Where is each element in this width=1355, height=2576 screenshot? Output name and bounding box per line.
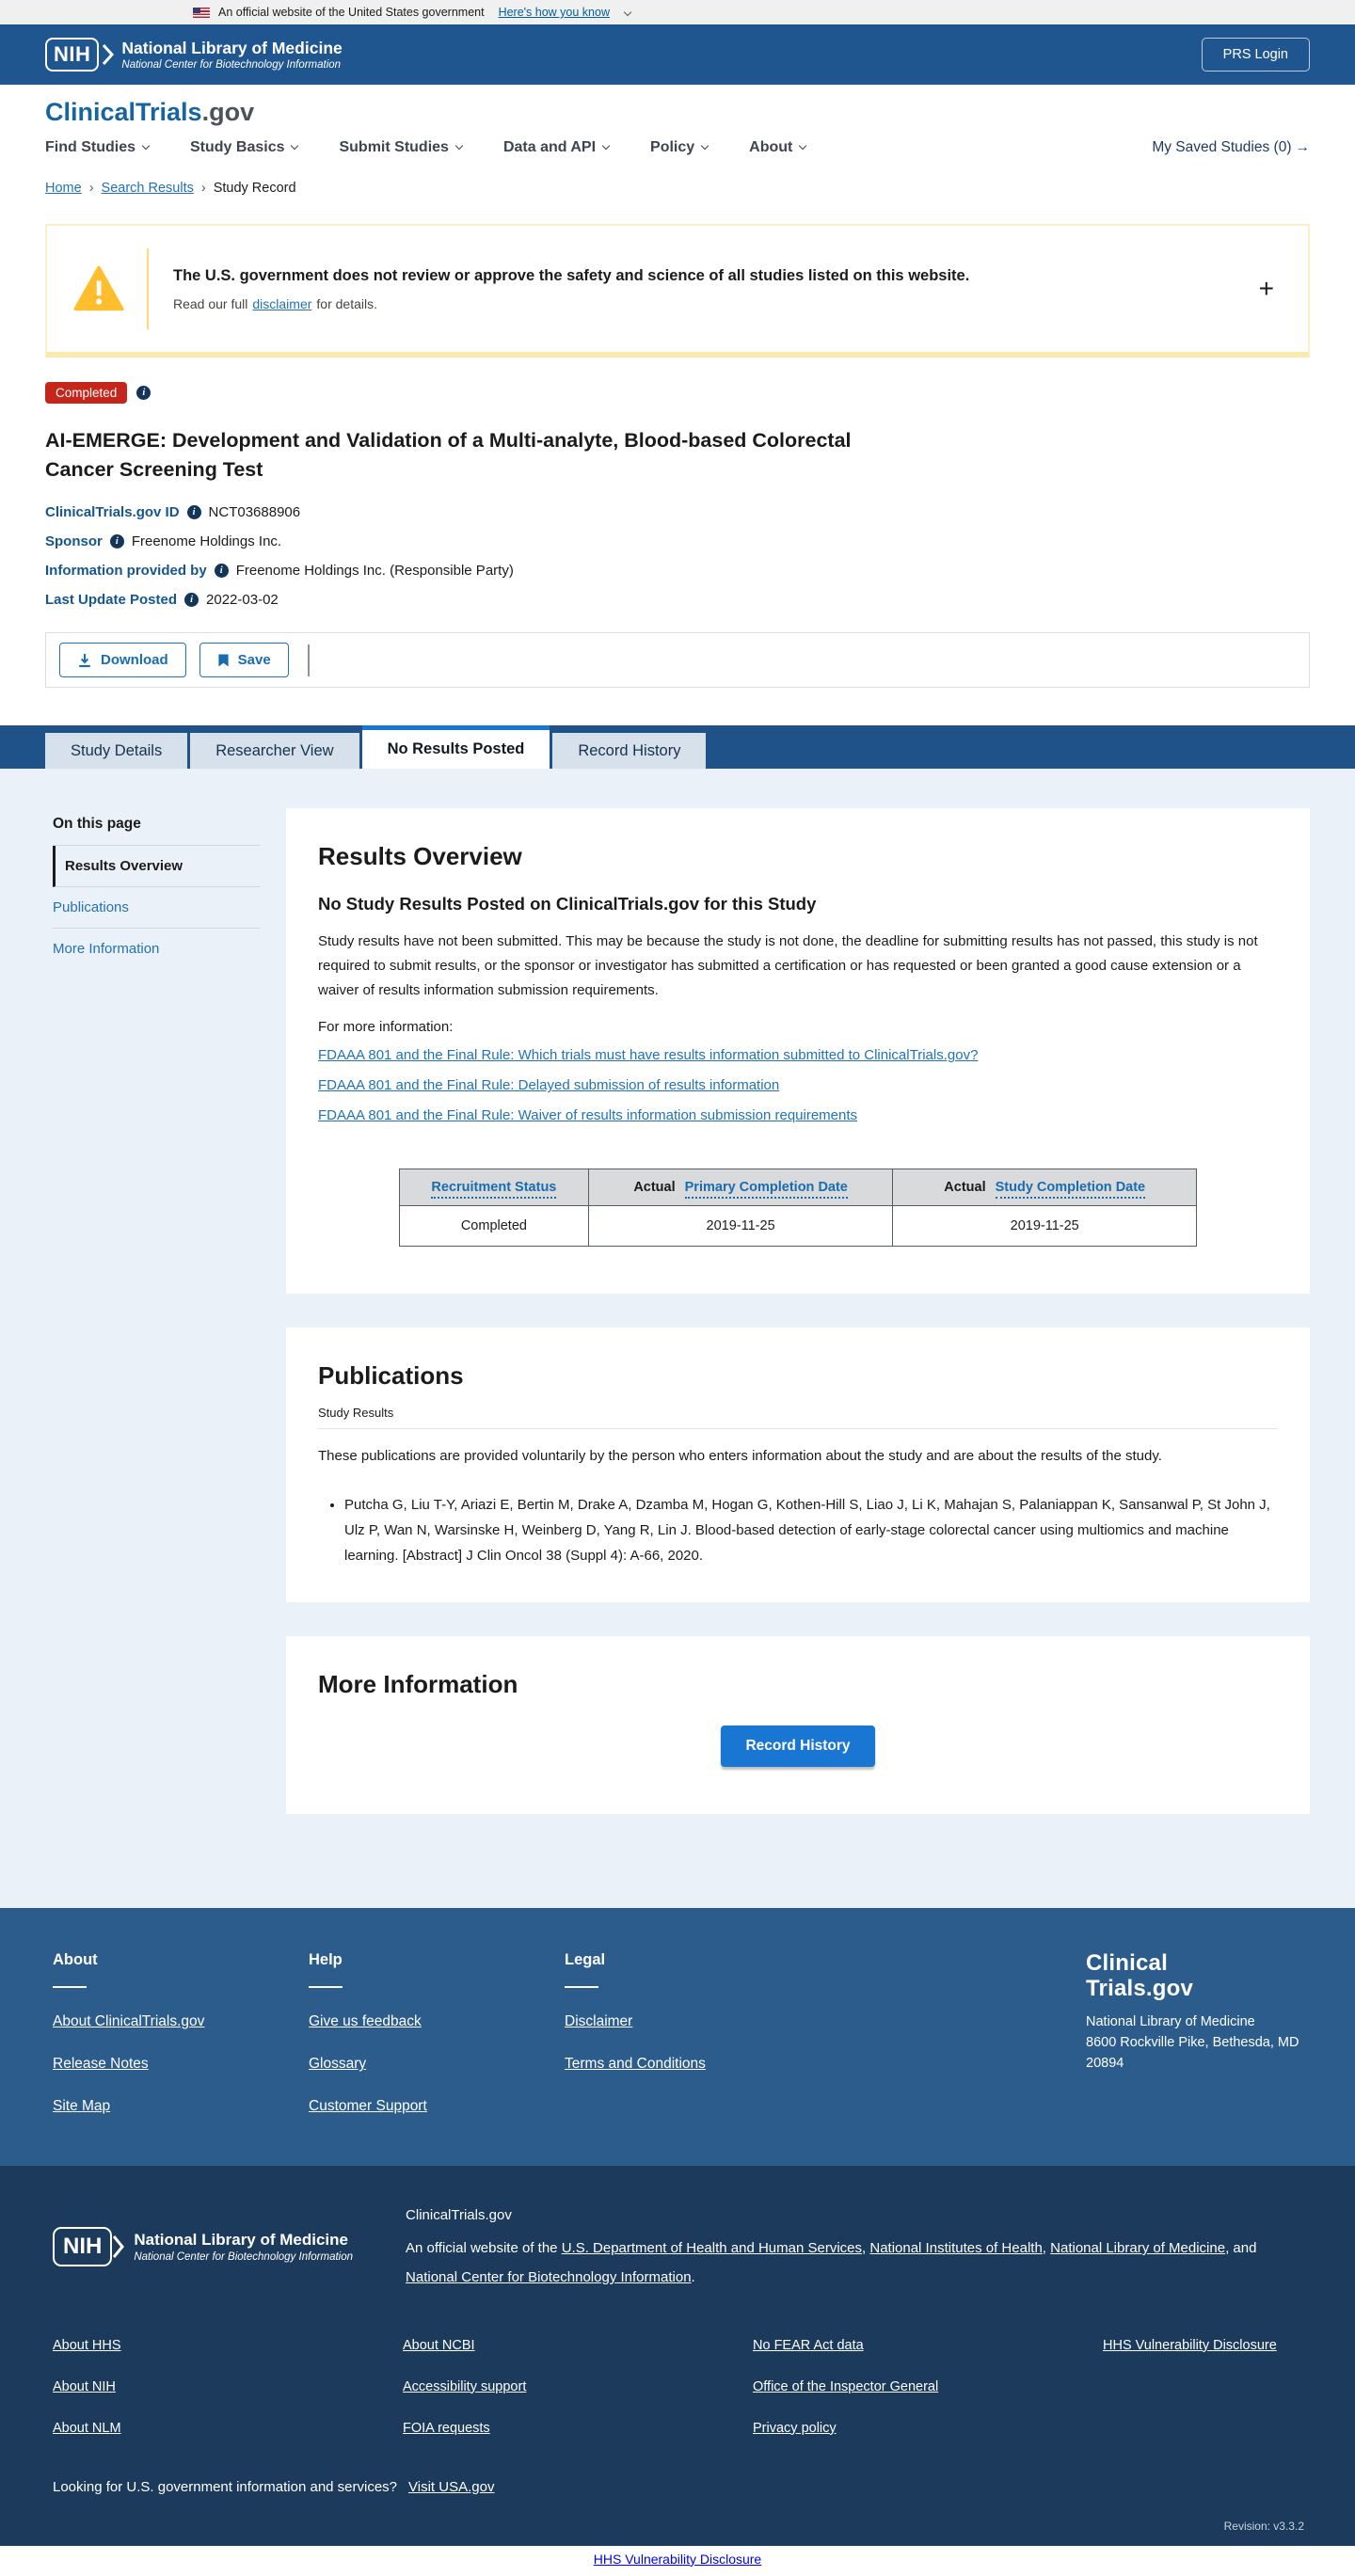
publications-intro: These publications are provided voluntarily by the person who enters information about the study and are about the results of the study. xyxy=(318,1448,1162,1465)
gov-banner-text: An official website of the United States government xyxy=(218,6,485,19)
info-icon[interactable] xyxy=(136,386,151,400)
meta-last-update-posted: Last Update Posted i 2022-03-02 xyxy=(45,592,1310,608)
footer-link-glossary[interactable]: Glossary xyxy=(309,2056,367,2073)
revision-label: Revision: v3.3.2 xyxy=(1223,2519,1304,2533)
footer-link-release-notes[interactable]: Release Notes xyxy=(53,2056,149,2073)
nav-policy[interactable]: Policy xyxy=(650,139,708,156)
footer-brand xyxy=(1086,1951,1310,2115)
clinicaltrials-footer-logo: Clinical Trials.gov xyxy=(1086,1950,1194,2001)
main-nav xyxy=(45,139,1310,171)
footer-link-inspector-general[interactable]: Office of the Inspector General xyxy=(753,2378,939,2394)
cell-primary-completion-date: 2019-11-25 xyxy=(588,1206,893,1247)
footer-link-about-ncbi[interactable]: About NCBI xyxy=(403,2337,475,2353)
footer-link-disclaimer[interactable]: Disclaimer xyxy=(565,2013,633,2030)
footer-link-terms-and-conditions[interactable]: Terms and Conditions xyxy=(565,2056,706,2073)
bottom-strip xyxy=(0,2546,1355,2576)
footer-link-privacy-policy[interactable]: Privacy policy xyxy=(753,2420,837,2436)
nlm-logo[interactable]: NIH National Library of Medicine National Center for Biotechnology Information xyxy=(53,2202,353,2292)
results-overview-body: Study results have not been submitted. This may be because the study is not done, the deadline for submitting results has not passed, this study is not required to submit results, or the sponsor or investigator has submitted a certification or has requested or been granted a good cause extension or a waiver of results information submission requirements. xyxy=(318,933,1258,998)
nav-submit-studies[interactable]: Submit Studies xyxy=(339,139,461,156)
breadcrumb xyxy=(45,181,1310,196)
tab-study-details[interactable]: Study Details xyxy=(45,733,187,769)
publications-heading: Publications xyxy=(318,1361,464,1391)
nih-logo-chevron-icon xyxy=(112,2234,124,2259)
usa-gov-line: Looking for U.S. government information and services? Visit USA.gov xyxy=(53,2478,495,2495)
disclaimer-banner: The U.S. government does not review or approve the safety and science of all studies listed on this website. Read our full disclaimer for details. + xyxy=(45,224,1310,358)
disclaimer-link[interactable]: disclaimer xyxy=(252,295,312,311)
info-icon[interactable] xyxy=(187,505,201,519)
footer-link-about-clinicaltrials[interactable]: About ClinicalTrials.gov xyxy=(53,2013,205,2030)
tab-record-history[interactable]: Record History xyxy=(552,733,706,769)
footer-link-about-nih[interactable]: About NIH xyxy=(53,2378,116,2394)
nih-logo-acronym: NIH xyxy=(53,2227,112,2266)
results-overview-section xyxy=(286,808,1310,1294)
site-header xyxy=(45,85,1310,171)
sidebar-item-publications[interactable]: Publications xyxy=(53,887,260,929)
nlm-title: National Library of Medicine xyxy=(121,38,343,57)
study-title: AI-EMERGE: Development and Validation of a Multi-analyte, Blood-based Colorectal Cancer Screening Test xyxy=(45,429,852,481)
visit-usa-gov-link[interactable]: Visit USA.gov xyxy=(408,2478,495,2495)
chevron-down-icon xyxy=(799,142,806,150)
record-history-button[interactable]: Record History xyxy=(721,1725,874,1767)
breadcrumb-home[interactable]: Home xyxy=(45,181,82,196)
footer xyxy=(0,1908,1355,2166)
footer-link-give-us-feedback[interactable]: Give us feedback xyxy=(309,2013,422,2030)
nih-logo-chevron-icon xyxy=(102,43,114,66)
citation-list xyxy=(318,1493,1278,1568)
table-header-primary-completion-date: Actual Primary Completion Date xyxy=(588,1169,893,1206)
nlm-footer xyxy=(0,2166,1355,2545)
chevron-down-icon xyxy=(291,142,298,150)
nih-header xyxy=(0,24,1355,85)
hhs-vulnerability-disclosure-link[interactable]: HHS Vulnerability Disclosure xyxy=(593,2551,762,2567)
fdaaa-link-which-trials[interactable]: FDAAA 801 and the Final Rule: Which trials must have results information submitted to ClinicalTrials.gov? xyxy=(318,1047,979,1064)
publications-section xyxy=(286,1328,1310,1602)
meta-information-provided-by: Information provided by i Freenome Holdings Inc. (Responsible Party) xyxy=(45,563,1310,579)
tab-no-results-posted[interactable]: No Results Posted xyxy=(362,725,550,769)
meta-nct-id: ClinicalTrials.gov ID i NCT03688906 xyxy=(45,504,1310,520)
disclaimer-heading: The U.S. government does not review or approve the safety and science of all studies listed on this website. xyxy=(173,266,970,284)
nav-find-studies[interactable]: Find Studies xyxy=(45,139,149,156)
completion-dates-table xyxy=(399,1169,1197,1247)
more-info-label: For more information: xyxy=(318,1019,454,1036)
table-header-study-completion-date: Actual Study Completion Date xyxy=(893,1169,1197,1206)
us-flag-icon xyxy=(193,8,210,18)
more-information-heading: More Information xyxy=(318,1670,518,1699)
tab-researcher-view[interactable]: Researcher View xyxy=(190,733,359,769)
divider xyxy=(53,1986,87,1988)
study-meta xyxy=(45,504,1310,608)
fdaaa-link-delayed-submission[interactable]: FDAAA 801 and the Final Rule: Delayed submission of results information xyxy=(318,1077,780,1094)
footer-link-customer-support[interactable]: Customer Support xyxy=(309,2098,427,2115)
results-overview-heading: Results Overview xyxy=(318,842,522,871)
ncbi-subtitle: National Center for Biotechnology Information xyxy=(121,59,342,72)
save-button[interactable]: Save xyxy=(199,643,289,677)
actions-toolbar xyxy=(45,632,1310,688)
record-tabbar xyxy=(0,725,1355,769)
nih-logo[interactable] xyxy=(45,38,343,72)
footer-link-about-nlm[interactable]: About NLM xyxy=(53,2420,121,2436)
my-saved-studies-link[interactable]: My Saved Studies (0) → xyxy=(1152,139,1310,155)
footer-legal-column: Legal Disclaimer Terms and Conditions xyxy=(565,1951,706,2073)
status-badge: Completed xyxy=(45,382,127,404)
footer-link-accessibility[interactable]: Accessibility support xyxy=(403,2378,527,2394)
info-icon[interactable] xyxy=(184,593,199,607)
footer-link-about-hhs[interactable]: About HHS xyxy=(53,2337,121,2353)
arrow-right-icon: → xyxy=(1295,139,1310,155)
on-this-page-nav xyxy=(45,808,260,969)
footer-about-column: About About ClinicalTrials.gov Release Notes Site Map xyxy=(53,1951,205,2115)
download-icon xyxy=(77,653,92,668)
chevron-down-icon xyxy=(602,142,610,150)
more-information-section xyxy=(286,1636,1310,1814)
cell-study-completion-date: 2019-11-25 xyxy=(893,1206,1197,1247)
nav-about[interactable]: About xyxy=(749,139,805,156)
citation-item: • Putcha G, Liu T-Y, Ariazi E, Bertin M, Drake A, Dzamba M, Hogan G, Kothen-Hill S, Liao J, Li K, Mahajan S, Palaniappan K, Sansanwal P, St John J, Ulz P, Wan N, Warsinske H, Weinberg D, Yang R, Lin J. Blood-based detection of early-stage colorectal cancer using multiomics and machine learning. [Abstract] J Clin Oncol 38 (Suppl 4): A-66, 2020. xyxy=(344,1493,1278,1568)
footer-link-foia[interactable]: FOIA requests xyxy=(403,2420,490,2436)
chevron-down-icon xyxy=(624,8,631,16)
official-website-statement: ClinicalTrials.gov An official website of the U.S. Department of Health and Human Services, National Institutes of Health, National Library of Medicine, and National Center for Biotechnology Information. xyxy=(406,2207,1257,2285)
footer-help-column: Help Give us feedback Glossary Customer Support xyxy=(309,1951,427,2115)
nih-logo-acronym: NIH xyxy=(45,38,99,72)
expand-icon[interactable]: + xyxy=(1258,274,1274,303)
meta-sponsor: Sponsor i Freenome Holdings Inc. xyxy=(45,533,1310,549)
chevron-down-icon xyxy=(701,142,709,150)
gov-banner xyxy=(0,0,1355,24)
chevron-down-icon xyxy=(455,142,463,150)
footer-address: National Library of Medicine 8600 Rockville Pike, Bethesda, MD 20894 xyxy=(1086,2014,1299,2071)
warning-icon xyxy=(73,265,124,312)
link-hhs[interactable]: U.S. Department of Health and Human Services xyxy=(561,2240,863,2257)
nav-data-and-api[interactable]: Data and API xyxy=(503,139,609,156)
link-nih[interactable]: National Institutes of Health xyxy=(869,2240,1043,2257)
clinicaltrials-logo[interactable]: ClinicalTrials.gov xyxy=(45,98,255,126)
footer-link-site-map[interactable]: Site Map xyxy=(53,2098,111,2115)
link-ncbi[interactable]: National Center for Biotechnology Information xyxy=(406,2268,692,2285)
fdaaa-link-waiver[interactable]: FDAAA 801 and the Final Rule: Waiver of results information submission requirements xyxy=(318,1107,858,1124)
link-nlm[interactable]: National Library of Medicine xyxy=(1050,2240,1226,2257)
prs-login-button[interactable]: PRS Login xyxy=(1202,38,1310,72)
footer-link-hhs-vulnerability[interactable]: HHS Vulnerability Disclosure xyxy=(1103,2337,1277,2353)
chevron-down-icon xyxy=(142,142,150,150)
table-header-recruitment-status: Recruitment Status xyxy=(400,1169,589,1206)
breadcrumb-separator: › xyxy=(200,181,206,196)
no-results-subheading: No Study Results Posted on ClinicalTrials.gov for this Study xyxy=(318,894,817,914)
divider xyxy=(309,1986,343,1988)
on-this-page-heading: On this page xyxy=(53,808,260,846)
divider xyxy=(308,644,310,676)
study-results-label: Study Results xyxy=(318,1406,1278,1429)
download-button[interactable]: Download xyxy=(59,643,186,677)
breadcrumb-search-results[interactable]: Search Results xyxy=(101,181,194,196)
bookmark-icon xyxy=(217,653,230,668)
breadcrumb-current: Study Record xyxy=(213,181,296,196)
nav-study-basics[interactable]: Study Basics xyxy=(190,139,297,156)
footer-link-grid xyxy=(53,2338,1310,2462)
table-row xyxy=(400,1206,1197,1247)
footer-link-no-fear-act[interactable]: No FEAR Act data xyxy=(753,2337,864,2353)
cell-recruitment-status: Completed xyxy=(400,1206,589,1247)
sidebar-item-more-information[interactable]: More Information xyxy=(53,941,160,958)
info-icon[interactable] xyxy=(215,564,229,578)
divider xyxy=(147,248,149,329)
breadcrumb-separator: › xyxy=(88,181,94,196)
sidebar-item-results-overview[interactable]: Results Overview xyxy=(53,846,260,887)
content-area xyxy=(0,769,1355,1908)
info-icon[interactable] xyxy=(110,534,124,549)
divider xyxy=(565,1986,598,1988)
how-you-know-link[interactable]: Here's how you know xyxy=(498,6,610,19)
